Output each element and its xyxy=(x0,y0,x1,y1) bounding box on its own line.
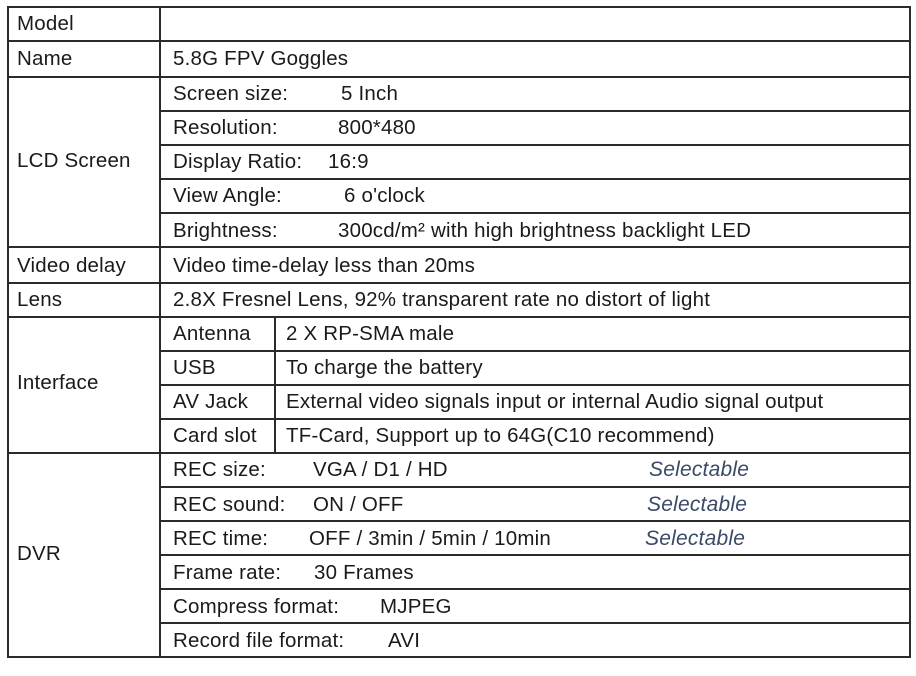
dvr-key: Record file format: xyxy=(173,629,345,652)
dvr-key: REC size: xyxy=(173,458,266,481)
interface-key: Card slot xyxy=(173,424,257,447)
dvr-value: 30 Frames xyxy=(314,561,414,584)
dvr-value: AVI xyxy=(388,629,421,652)
name-value: 5.8G FPV Goggles xyxy=(173,47,349,70)
name-label: Name xyxy=(17,47,73,70)
lcd-value: 800*480 xyxy=(338,116,416,139)
interface-key: Antenna xyxy=(173,322,251,345)
sub-row-line xyxy=(159,110,911,112)
sub-row-line xyxy=(159,588,911,590)
interface-value: 2 X RP-SMA male xyxy=(286,322,455,345)
row-line xyxy=(7,246,911,248)
sub-row-line xyxy=(159,350,911,352)
row-line xyxy=(7,452,911,454)
table-border-left xyxy=(7,6,9,658)
dvr-selectable-note: Selectable xyxy=(645,527,746,550)
model-label: Model xyxy=(17,12,74,35)
sub-row-line xyxy=(159,384,911,386)
dvr-value: MJPEG xyxy=(380,595,452,618)
video-delay-value: Video time-delay less than 20ms xyxy=(173,254,476,277)
sub-row-line xyxy=(159,622,911,624)
lcd-value: 5 Inch xyxy=(341,82,399,105)
sub-row-line xyxy=(159,520,911,522)
dvr-value: ON / OFF xyxy=(313,493,404,516)
interface-key: AV Jack xyxy=(173,390,249,413)
lcd-key: Brightness: xyxy=(173,219,278,242)
interface-value: TF-Card, Support up to 64G(C10 recommend) xyxy=(286,424,715,447)
row-line xyxy=(7,40,911,42)
row-line-bottom xyxy=(7,656,911,658)
label-column-divider xyxy=(159,6,161,658)
dvr-key: Frame rate: xyxy=(173,561,282,584)
dvr-label: DVR xyxy=(17,542,61,565)
row-line xyxy=(7,282,911,284)
dvr-key: REC time: xyxy=(173,527,269,550)
dvr-key: Compress format: xyxy=(173,595,340,618)
row-line xyxy=(7,316,911,318)
dvr-value: VGA / D1 / HD xyxy=(313,458,448,481)
row-line xyxy=(7,76,911,78)
lcd-value: 300cd/m² with high brightness backlight LED xyxy=(338,219,752,242)
dvr-selectable-note: Selectable xyxy=(647,493,748,516)
sub-row-line xyxy=(159,486,911,488)
row-line-top xyxy=(7,6,911,8)
dvr-value: OFF / 3min / 5min / 10min xyxy=(309,527,551,550)
lcd-key: View Angle: xyxy=(173,184,282,207)
table-border-right xyxy=(909,6,911,658)
lcd-value: 16:9 xyxy=(328,150,369,173)
interface-key: USB xyxy=(173,356,216,379)
dvr-key: REC sound: xyxy=(173,493,286,516)
interface-value: To charge the battery xyxy=(286,356,483,379)
dvr-selectable-note: Selectable xyxy=(649,458,750,481)
sub-row-line xyxy=(159,144,911,146)
sub-row-line xyxy=(159,212,911,214)
video-delay-label: Video delay xyxy=(17,254,126,277)
sub-row-line xyxy=(159,554,911,556)
lcd-key: Resolution: xyxy=(173,116,278,139)
interface-value: External video signals input or internal Audio signal output xyxy=(286,390,824,413)
lens-label: Lens xyxy=(17,288,63,311)
lcd-key: Screen size: xyxy=(173,82,289,105)
lcd-screen-label: LCD Screen xyxy=(17,149,131,172)
lcd-key: Display Ratio: xyxy=(173,150,303,173)
sub-row-line xyxy=(159,178,911,180)
sub-row-line xyxy=(159,418,911,420)
spec-table xyxy=(7,6,911,660)
lens-value: 2.8X Fresnel Lens, 92% transparent rate no distort of light xyxy=(173,288,711,311)
lcd-value: 6 o'clock xyxy=(344,184,425,207)
interface-label: Interface xyxy=(17,371,99,394)
